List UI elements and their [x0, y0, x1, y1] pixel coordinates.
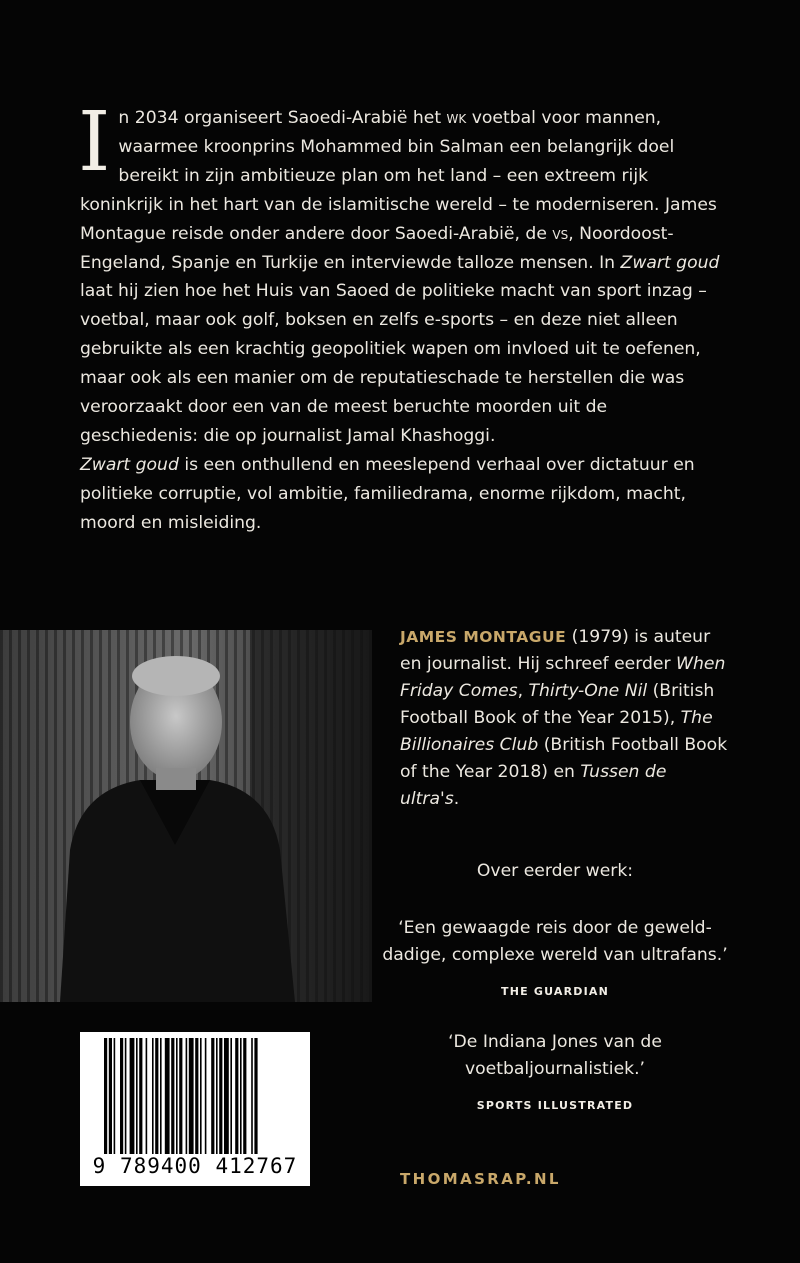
- author-photo: [0, 630, 372, 1002]
- book-title: When Friday Comes: [400, 654, 726, 701]
- publisher-website[interactable]: THOMASRAP.NL: [400, 1170, 561, 1188]
- bio-text: .: [453, 789, 460, 809]
- author-portrait-image: [0, 630, 372, 1002]
- book-title: Tussen de ultra's: [400, 762, 667, 809]
- barcode-digits: 9 789400 412767: [92, 1154, 298, 1178]
- barcode-bar: [224, 1038, 229, 1154]
- blurb-paragraph-2: [80, 451, 730, 538]
- quote-source: THE GUARDIAN: [500, 985, 609, 998]
- press-quote: ‘Een gewaagde reis door de gewelddadige, complexe wereld van ultrafans.’: [382, 918, 728, 965]
- press-quotes: [380, 858, 730, 1143]
- book-title: Thirty-One Nil: [528, 681, 648, 701]
- barcode-bar: [230, 1038, 232, 1154]
- barcode-bar: [109, 1038, 112, 1154]
- blurb-text: , Noordoost-Engeland, Spanje en Turkije en interviewde talloze mensen. In: [80, 223, 674, 273]
- barcode-bar: [160, 1038, 162, 1154]
- blurb-abbreviation-wk: wk: [446, 108, 467, 128]
- barcode-bar: [205, 1038, 207, 1154]
- barcode-bar: [211, 1038, 214, 1154]
- book-title: The Billionaires Club: [400, 708, 713, 755]
- quotes-label: Over eerder werk:: [476, 861, 634, 881]
- author-bio: [400, 624, 730, 813]
- bio-text: ,: [517, 681, 529, 701]
- barcode-bar: [114, 1038, 116, 1154]
- barcode-bar: [171, 1038, 174, 1154]
- blurb-paragraph-1: [78, 95, 730, 451]
- barcode-bar: [179, 1038, 182, 1154]
- blurb-text: voetbal voor mannen, waarmee kroonprins Mohammed bin Salman een belangrijk doel bereikt in zijn ambitieuze plan om het land – een extreem rijk koninkrijk in het hart van de islamitische wereld – te moderniseren. James Montague reisde onder andere door Saoedi-Arabië, de: [80, 108, 717, 244]
- bio-text: (British Football Book of the Year 2015),: [400, 681, 715, 728]
- barcode-bar: [146, 1038, 148, 1154]
- author-name: JAMES MONTAGUE: [400, 628, 567, 646]
- quote-source: SPORTS ILLUSTRATED: [476, 1099, 634, 1112]
- blurb-text: laat hij zien hoe het Huis van Saoed de politieke macht van sport inzag – voetbal, maar ook golf, boksen en zelfs e-sports – en deze niet alleen gebruikte als een krachtig geopolitiek wapen om invloed uit te oefenen, maar ook als een manier om de reputatieschade te herstellen die was veroorzaakt door een van de meest beruchte moorden uit de geschiedenis: die op journalist Jamal Khashoggi.: [80, 281, 707, 446]
- barcode-bar: [216, 1038, 218, 1154]
- barcode-bar: [243, 1038, 246, 1154]
- barcode-bar: [251, 1038, 253, 1154]
- barcode-bar: [139, 1038, 142, 1154]
- barcode-bar: [152, 1038, 154, 1154]
- bio-text: (1979) is auteur en journalist. Hij schreef eerder: [400, 627, 711, 674]
- press-quote: ‘De Indiana Jones van de voetbaljournalistiek.’: [448, 1032, 662, 1079]
- drop-cap: I: [78, 95, 111, 190]
- book-title: Zwart goud: [80, 454, 179, 475]
- barcode-bar: [176, 1038, 178, 1154]
- blurb-text: n 2034 organiseert Saoedi-Arabië het: [118, 108, 447, 128]
- blurb-abbreviation-vs: vs: [552, 223, 569, 244]
- barcode-bar: [235, 1038, 238, 1154]
- back-cover-blurb: [78, 95, 730, 538]
- barcode-bar: [240, 1038, 242, 1154]
- bio-text: (British Football Book of the Year 2018) en: [400, 735, 728, 782]
- barcode-bar: [195, 1038, 198, 1154]
- barcode-bar: [120, 1038, 123, 1154]
- blurb-text: is een onthullend en meeslepend verhaal over dictatuur en politieke corruptie, vol ambitie, familiedrama, enorme rijkdom, macht, moord en misleiding.: [80, 454, 695, 533]
- book-title: Zwart goud: [620, 252, 720, 273]
- barcode-bar: [136, 1038, 138, 1154]
- barcode-bar: [254, 1038, 257, 1154]
- barcode-bar: [189, 1038, 194, 1154]
- barcode-bar: [104, 1038, 107, 1154]
- isbn-barcode: [80, 1032, 310, 1186]
- barcode-bar: [219, 1038, 222, 1154]
- barcode-bar: [125, 1038, 127, 1154]
- barcode-bar: [130, 1038, 135, 1154]
- barcode-bar: [200, 1038, 202, 1154]
- barcode-bar: [165, 1038, 170, 1154]
- barcode-bar: [155, 1038, 158, 1154]
- barcode-bar: [186, 1038, 188, 1154]
